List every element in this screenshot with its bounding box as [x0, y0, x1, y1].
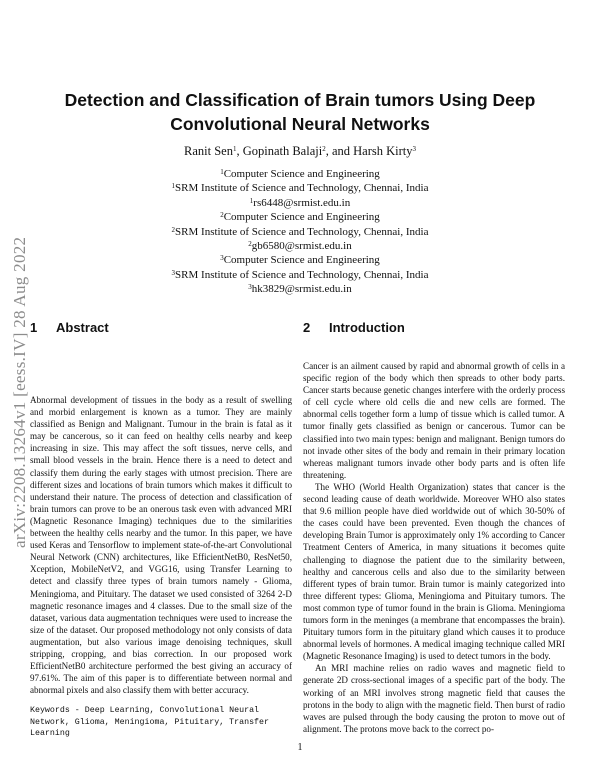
affiliation-mark: 1 — [220, 168, 224, 176]
keywords: Keywords - Deep Learning, Convolutional Neural Network, Glioma, Meningioma, Pituitary, Transfer Learning — [30, 706, 269, 739]
affiliation-line: $^1$SRM Institute of Science and Technology, Chennai, India — [171, 182, 429, 195]
affiliation-mark: 1 — [171, 182, 176, 191]
right-column — [303, 320, 565, 735]
author-affiliation-mark: 3 — [412, 145, 417, 153]
author-name: Gopinath Balaji — [242, 144, 323, 158]
affiliation-mark: 2 — [171, 225, 176, 234]
introduction-paragraph: An MRI machine relies on radio waves and magnetic field to generate 2D cross-sectional images of a specific part of the body. The working of an MRI involves strong magnetic field that causes the protons in the body to align with the magnetic field. Then burst of radio waves are pulsed through the body causing the proton to move out of alignment. The protons move back to the correct po- — [303, 663, 565, 734]
affiliation-mark: 2 — [220, 211, 224, 220]
author-name: Ranit Sen — [183, 144, 233, 158]
affiliation-mark: 3 — [171, 268, 176, 277]
section-title: Abstract — [56, 320, 109, 335]
author-affiliation-mark: 2 — [322, 145, 326, 153]
affiliation-email: $^2$gb6580@srmist.edu.in — [248, 240, 352, 253]
author-affiliation-mark: 1 — [232, 145, 237, 153]
affiliation-block — [0, 167, 600, 297]
author-name: Harsh Kirty — [353, 144, 413, 158]
affiliation-mark: 3 — [248, 283, 252, 292]
introduction-paragraph: Cancer is an ailment caused by rapid and abnormal growth of cells in a specific region of the body which then spreads to other body parts. Cancer starts because genetic changes interfere with the orderly process of cell cycle where old cells die and new cells are formed. The abnormal cells together form a lump of tissue which is called tumor. A tumor finally gets classified as benign or cancerous. Tumor can be classified into two main types: benign and malignant. Benign tumors do not invade other sites of the body and remain in their primary location whereas malignant tumors invade other body parts and is often life threatening. — [303, 361, 565, 480]
affiliation-mark: 3 — [220, 254, 224, 263]
affiliation-line: $^3$Computer Science and Engineering — [220, 254, 380, 267]
abstract-heading — [30, 320, 292, 336]
affiliation-email: $^1$rs6448@srmist.edu.in — [249, 196, 351, 209]
section-number: 2 — [303, 320, 311, 335]
left-column — [30, 320, 292, 740]
abstract-body: Abnormal development of tissues in the body as a result of swelling and morbid enlargement is known as a tumor. They are mainly classified as Benign and Malignant. Tumour in the brain is fatal as it may be cancerous, so it can feed on healthy cells nearby and keep increasing in size. This may affect the soft tissues, nerve cells, and small blood vessels in the brain. Hence there is a need to detect and classify them during the early stages with utmost precision. There are different sizes and locations of brain tumors which makes it difficult to understand their nature. The process of detection and classification of brain tumors can prove to be an onerous task even with advanced MRI (Magnetic Resonance Imaging) techniques due to the similarities between the healthy cells nearby and the tumor. In this paper, we have used Keras and Tensorflow to implement state-of-the-art Convolutional Neural Network (CNN) architectures, like EfficientNetB0, ResNet50, Xception, MobileNetV2, and VGG16, using Transfer Learning to detect and classify three types of brain tumors namely - Glioma, Meningioma, and Pituitary. The dataset we used consisted of 3264 2-D magnetic resonance images and 4 classes. Due to the small size of the dataset, various data augmentation techniques were used to increase the size of the dataset. Our proposed methodology not only consists of data augmentation, but also various image denoising techniques, skull stripping, cropping, and bias correction. In our proposed work EfficientNetB0 architecture performed the best giving an accuracy of 97.61%. The aim of this paper is to differentiate between normal and abnormal pixels and also classify them with better accuracy. — [30, 395, 292, 696]
page-number: 1 — [297, 742, 303, 753]
author-list — [0, 143, 600, 159]
section-number: 1 — [30, 320, 38, 335]
affiliation-email: $^3$hk3829@srmist.edu.in — [248, 283, 352, 296]
author-separator: , — [236, 144, 243, 158]
introduction-paragraph: The WHO (World Health Organization) states that cancer is the second leading cause of death worldwide. Moreover WHO also states that 9.6 million people have died worldwide out of which 30-50% of the cases could have been prevented. Even though the chances of developing Brain Tumor is approximately only 1% according to Cancer Treatment Centers of America, in many situations it becomes quite challenging to diagnose the patient due to the similarity between, healthy and cancerous cells and also due to the similarity between different types of brain tumor. Brain tumor is mainly categorized into three different types: Glioma, Meningioma and Pituitary tumors. The most common type of tumor found in the brain is Glioma. Meningioma tumors form in the meninges (a membrane that encompasses the brain). Pituitary tumors form in the pituitary gland which causes it to produce abnormal levels of hormones. A medical imaging technique called MRI (Magnetic Resonance Imaging) is used to detect tumors in the body. — [303, 481, 565, 662]
arxiv-identifier-stamp: arXiv:2208.13264v1 [eess.IV] 28 Aug 2022 — [10, 236, 29, 548]
affiliation-mark: 1 — [249, 196, 254, 205]
affiliation-line: $^2$Computer Science and Engineering — [220, 211, 380, 224]
affiliation-line: $^2$SRM Institute of Science and Technology, Chennai, India — [171, 225, 429, 238]
paper-title: Detection and Classification of Brain tumors Using Deep Convolutional Neural Networks — [64, 90, 536, 134]
affiliation-mark: 2 — [248, 240, 252, 249]
affiliation-line: $^3$SRM Institute of Science and Technology, Chennai, India — [171, 268, 429, 281]
author-separator: , and — [325, 144, 354, 158]
section-title: Introduction — [329, 320, 405, 335]
introduction-heading — [303, 320, 565, 336]
affiliation-line: $^1$Computer Science and Engineering — [220, 168, 380, 180]
